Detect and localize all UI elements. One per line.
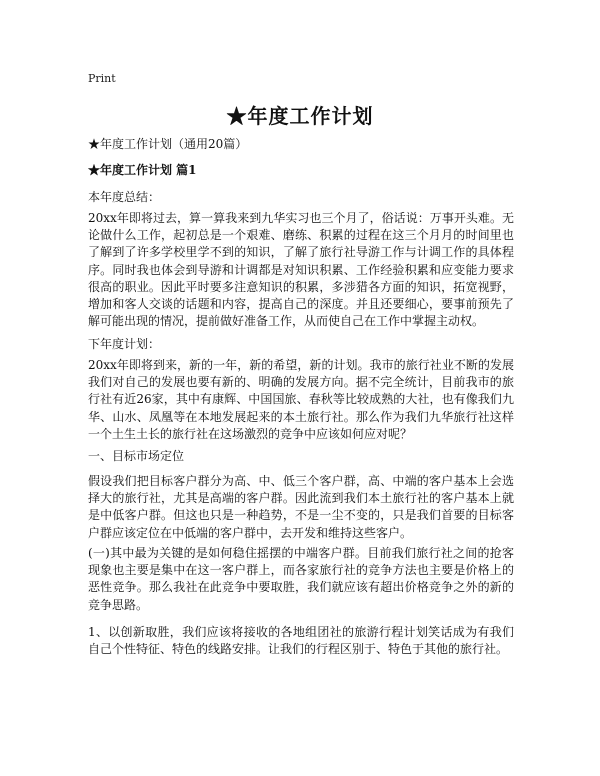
print-label[interactable]: Print — [88, 72, 116, 85]
point-2-paragraph: 1、以创新取胜，我们应该将接收的各地组团社的旅游行程计划笑话成为有我们自己个性特征、特色的线路安排。让我们的行程区别于、特色于其他的旅行社。 — [88, 625, 514, 657]
section-heading: ★年度工作计划 篇1 — [88, 163, 197, 177]
page-title: ★年度工作计划 — [226, 104, 374, 128]
summary-label: 本年度总结： — [88, 190, 161, 204]
document-subtitle: ★年度工作计划（通用20篇） — [88, 137, 248, 151]
section-1-paragraph: 假设我们把目标客户群分为高、中、低三个客户群，高、中端的客户基本上会选择大的旅行社，尤其是高端的客户群。因此流到我们本土旅行社的客户基本上就是中低客户群。但这也只是一种趋势，不是一尘不变的，只是我们首要的目标客户群应该定位在中低端的客户群中，去开发和维持这些客户。 — [88, 474, 514, 540]
plan-label: 下年度计划： — [88, 337, 161, 351]
summary-paragraph: 20xx年即将过去，算一算我来到九华实习也三个月了，俗话说：万事开头难。无论做什么工作，起初总是一个艰难、磨练、积累的过程在这三个月月的时间里也了解到了许多学校里学不到的知识，了解了旅行社导游工作与计调工作的具体程序。同时我也体会到导游和计调都是对知识积累、工作经验积累和应变能力要求很高的职业。因此平时要多注意知识的积累，多涉猎各方面的知识，拓宽视野，增加和客人交谈的话题和内容，提高自己的深度。并且还要细心，要事前预先了解可能出现的情况，提前做好准备工作，从而使自己在工作中掌握主动权。 — [88, 211, 514, 329]
section-1-title: 一、目标市场定位 — [88, 449, 185, 463]
plan-paragraph: 20xx年即将到来，新的一年，新的希望，新的计划。我市的旅行社业不断的发展我们对自己的发展也要有新的、明确的发展方向。据不完全统计，目前我市的旅行社有近26家，其中有康辉、中国国旅、春秋等比较成熟的大社，也有像我们九华、山水、凤凰等在本地发展起来的本土旅行社。那么作为我们九华旅行社这样一个土生土长的旅行社在这场激烈的竞争中应该如何应对呢？ — [88, 358, 514, 441]
point-1-paragraph: (一)其中最为关键的是如何稳住摇摆的中端客户群。目前我们旅行社之间的抢客现象也主要是集中在这一客户群上，而各家旅行社的竞争方法也主要是价格上的恶性竞争。那么我社在此竞争中要取胜，我们就应该有超出价格竞争之外的新的竞争思路。 — [88, 546, 514, 612]
